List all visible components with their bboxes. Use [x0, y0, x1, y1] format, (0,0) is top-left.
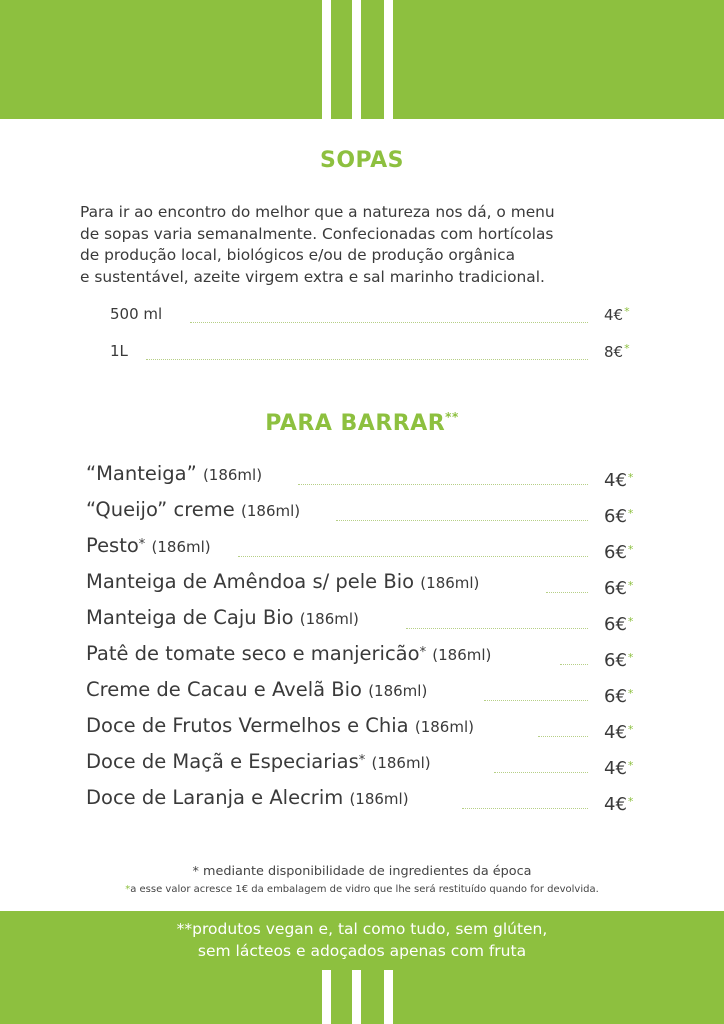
item-name: Patê de tomate seco e manjericão* (186ml)	[86, 642, 492, 665]
item-name: Manteiga de Amêndoa s/ pele Bio (186ml)	[86, 570, 480, 593]
item-price: 6€*	[604, 542, 634, 563]
top-white-stripes	[322, 0, 394, 119]
item-price: 6€*	[604, 506, 634, 527]
availability-note: * mediante disponibilidade de ingredientes da época	[192, 864, 532, 879]
menu-item-creme-cacau	[0, 678, 724, 708]
menu-item-pesto	[0, 534, 724, 564]
item-price: 6€*	[604, 650, 634, 671]
menu-item-pate-tomate	[0, 642, 724, 672]
dotted-leader	[298, 484, 588, 485]
section-title-para-barrar: PARA BARRAR**	[265, 410, 459, 436]
item-price: 4€*	[604, 305, 630, 324]
bottom-white-stripes	[322, 970, 394, 1024]
dotted-leader	[146, 359, 588, 360]
item-price: 4€*	[604, 722, 634, 743]
item-name: 500 ml	[110, 305, 163, 323]
footer-line: **produtos vegan e, tal como tudo, sem glúten,	[176, 920, 548, 938]
item-name: Pesto* (186ml)	[86, 534, 211, 557]
item-price: 4€*	[604, 794, 634, 815]
dotted-leader	[538, 736, 588, 737]
item-price: 4€*	[604, 758, 634, 779]
menu-item-doce-laranja	[0, 786, 724, 816]
intro-line: de sopas varia semanalmente. Confecionadas com hortícolas	[80, 224, 554, 243]
menu-item-sopa-1l	[0, 339, 724, 369]
intro-line: de produção local, biológicos e/ou de produção orgânica	[80, 246, 516, 264]
item-price: 6€*	[604, 686, 634, 707]
dotted-leader	[546, 592, 588, 593]
dotted-leader	[560, 664, 588, 665]
dotted-leader	[238, 556, 588, 557]
item-name: Doce de Laranja e Alecrim (186ml)	[86, 786, 409, 809]
item-price: 6€*	[604, 614, 634, 635]
menu-item-sopa-500ml	[0, 302, 724, 332]
item-name: “Queijo” creme (186ml)	[86, 498, 301, 521]
intro-line: e sustentável, azeite virgem extra e sal marinho tradicional.	[80, 267, 545, 286]
item-price: 6€*	[604, 578, 634, 599]
sopas-intro	[80, 202, 660, 288]
section-title-sopas: SOPAS	[319, 148, 405, 173]
footer-line: sem lácteos e adoçados apenas com fruta	[197, 942, 527, 960]
menu-item-manteiga-caju	[0, 606, 724, 636]
menu-item-queijo-creme	[0, 498, 724, 528]
item-name: 1L	[110, 342, 128, 360]
dotted-leader	[190, 322, 588, 323]
item-price: 4€*	[604, 470, 634, 491]
footer-vegan-note	[0, 918, 724, 962]
menu-item-manteiga-amendoa	[0, 570, 724, 600]
item-name: Creme de Cacau e Avelã Bio (186ml)	[86, 678, 428, 701]
dotted-leader	[336, 520, 588, 521]
item-name: Doce de Maçã e Especiarias* (186ml)	[86, 750, 431, 773]
item-name: “Manteiga” (186ml)	[86, 462, 263, 485]
menu-item-doce-maca	[0, 750, 724, 780]
item-price: 8€*	[604, 342, 630, 361]
menu-item-doce-frutos-vermelhos	[0, 714, 724, 744]
dotted-leader	[484, 700, 588, 701]
dotted-leader	[406, 628, 588, 629]
menu-item-manteiga	[0, 462, 724, 492]
dotted-leader	[462, 808, 588, 809]
item-name: Doce de Frutos Vermelhos e Chia (186ml)	[86, 714, 474, 737]
intro-line: Para ir ao encontro do melhor que a natureza nos dá, o menu	[80, 203, 555, 221]
dotted-leader	[494, 772, 588, 773]
item-name: Manteiga de Caju Bio (186ml)	[86, 606, 359, 629]
jar-deposit-note: *a esse valor acresce 1€ da embalagem de vidro que lhe será restituído quando for devolvida.	[125, 884, 599, 895]
